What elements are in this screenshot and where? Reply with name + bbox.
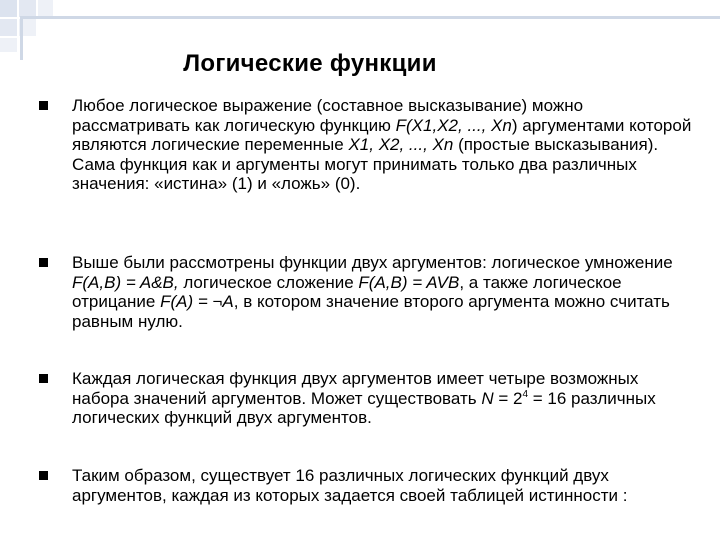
text-run: , в котором значение второго аргумента можно считать равным нулю. [72,292,670,331]
italic-text: F(X1,X2, ..., Xn [395,115,512,135]
superscript: 4 [522,388,529,400]
italic-text: N [481,388,494,408]
decor-square [19,0,36,17]
square-bullet-icon [39,101,48,110]
italic-text: F(A,B) = A&B, [72,272,179,292]
slide-title: Логические функции [183,50,437,77]
text-run: = 16 различных логических функций двух аргументов. [72,388,656,427]
text-run: , а также логическое отрицание [72,272,622,311]
decor-square [38,0,53,17]
bullet-text [72,253,700,331]
text-run: логическое сложение [178,272,359,292]
text-run: Таким образом, существует 16 различных логических функций двух аргументов, каждая из которых задается своей таблицей истинности : [72,466,628,505]
text-run: Каждая логическая функция двух аргументов имеет четыре возможных набора значений аргументов. Может существовать [72,369,639,408]
decor-line [20,16,720,19]
italic-text: X1, X2, ..., Xn [348,135,454,154]
square-bullet-icon [39,258,48,267]
text-run: = 2 [493,388,523,408]
square-bullet-icon [39,471,48,480]
square-bullet-icon [39,374,48,383]
decor-square [0,0,17,17]
text-run: ) аргументами которой являются логические переменные [72,115,692,154]
bullet-text [72,96,700,194]
italic-text: F(A) = ¬A [160,292,234,311]
text-run: Любое логическое выражение (составное высказывание) можно рассматривать как логическую функцию [72,96,584,135]
text-run: Выше были рассмотрены функции двух аргументов: логическое умножение [72,253,673,272]
decor-square [0,19,17,36]
bullet-text [72,466,700,505]
italic-text: F(A,B) = AVB [358,272,460,292]
text-run: (простые высказывания). Сама функция как и аргументы могут принимать только два различных значения: «истина» (1) и «ложь» (0). [72,135,659,193]
bullet-text [72,369,700,428]
